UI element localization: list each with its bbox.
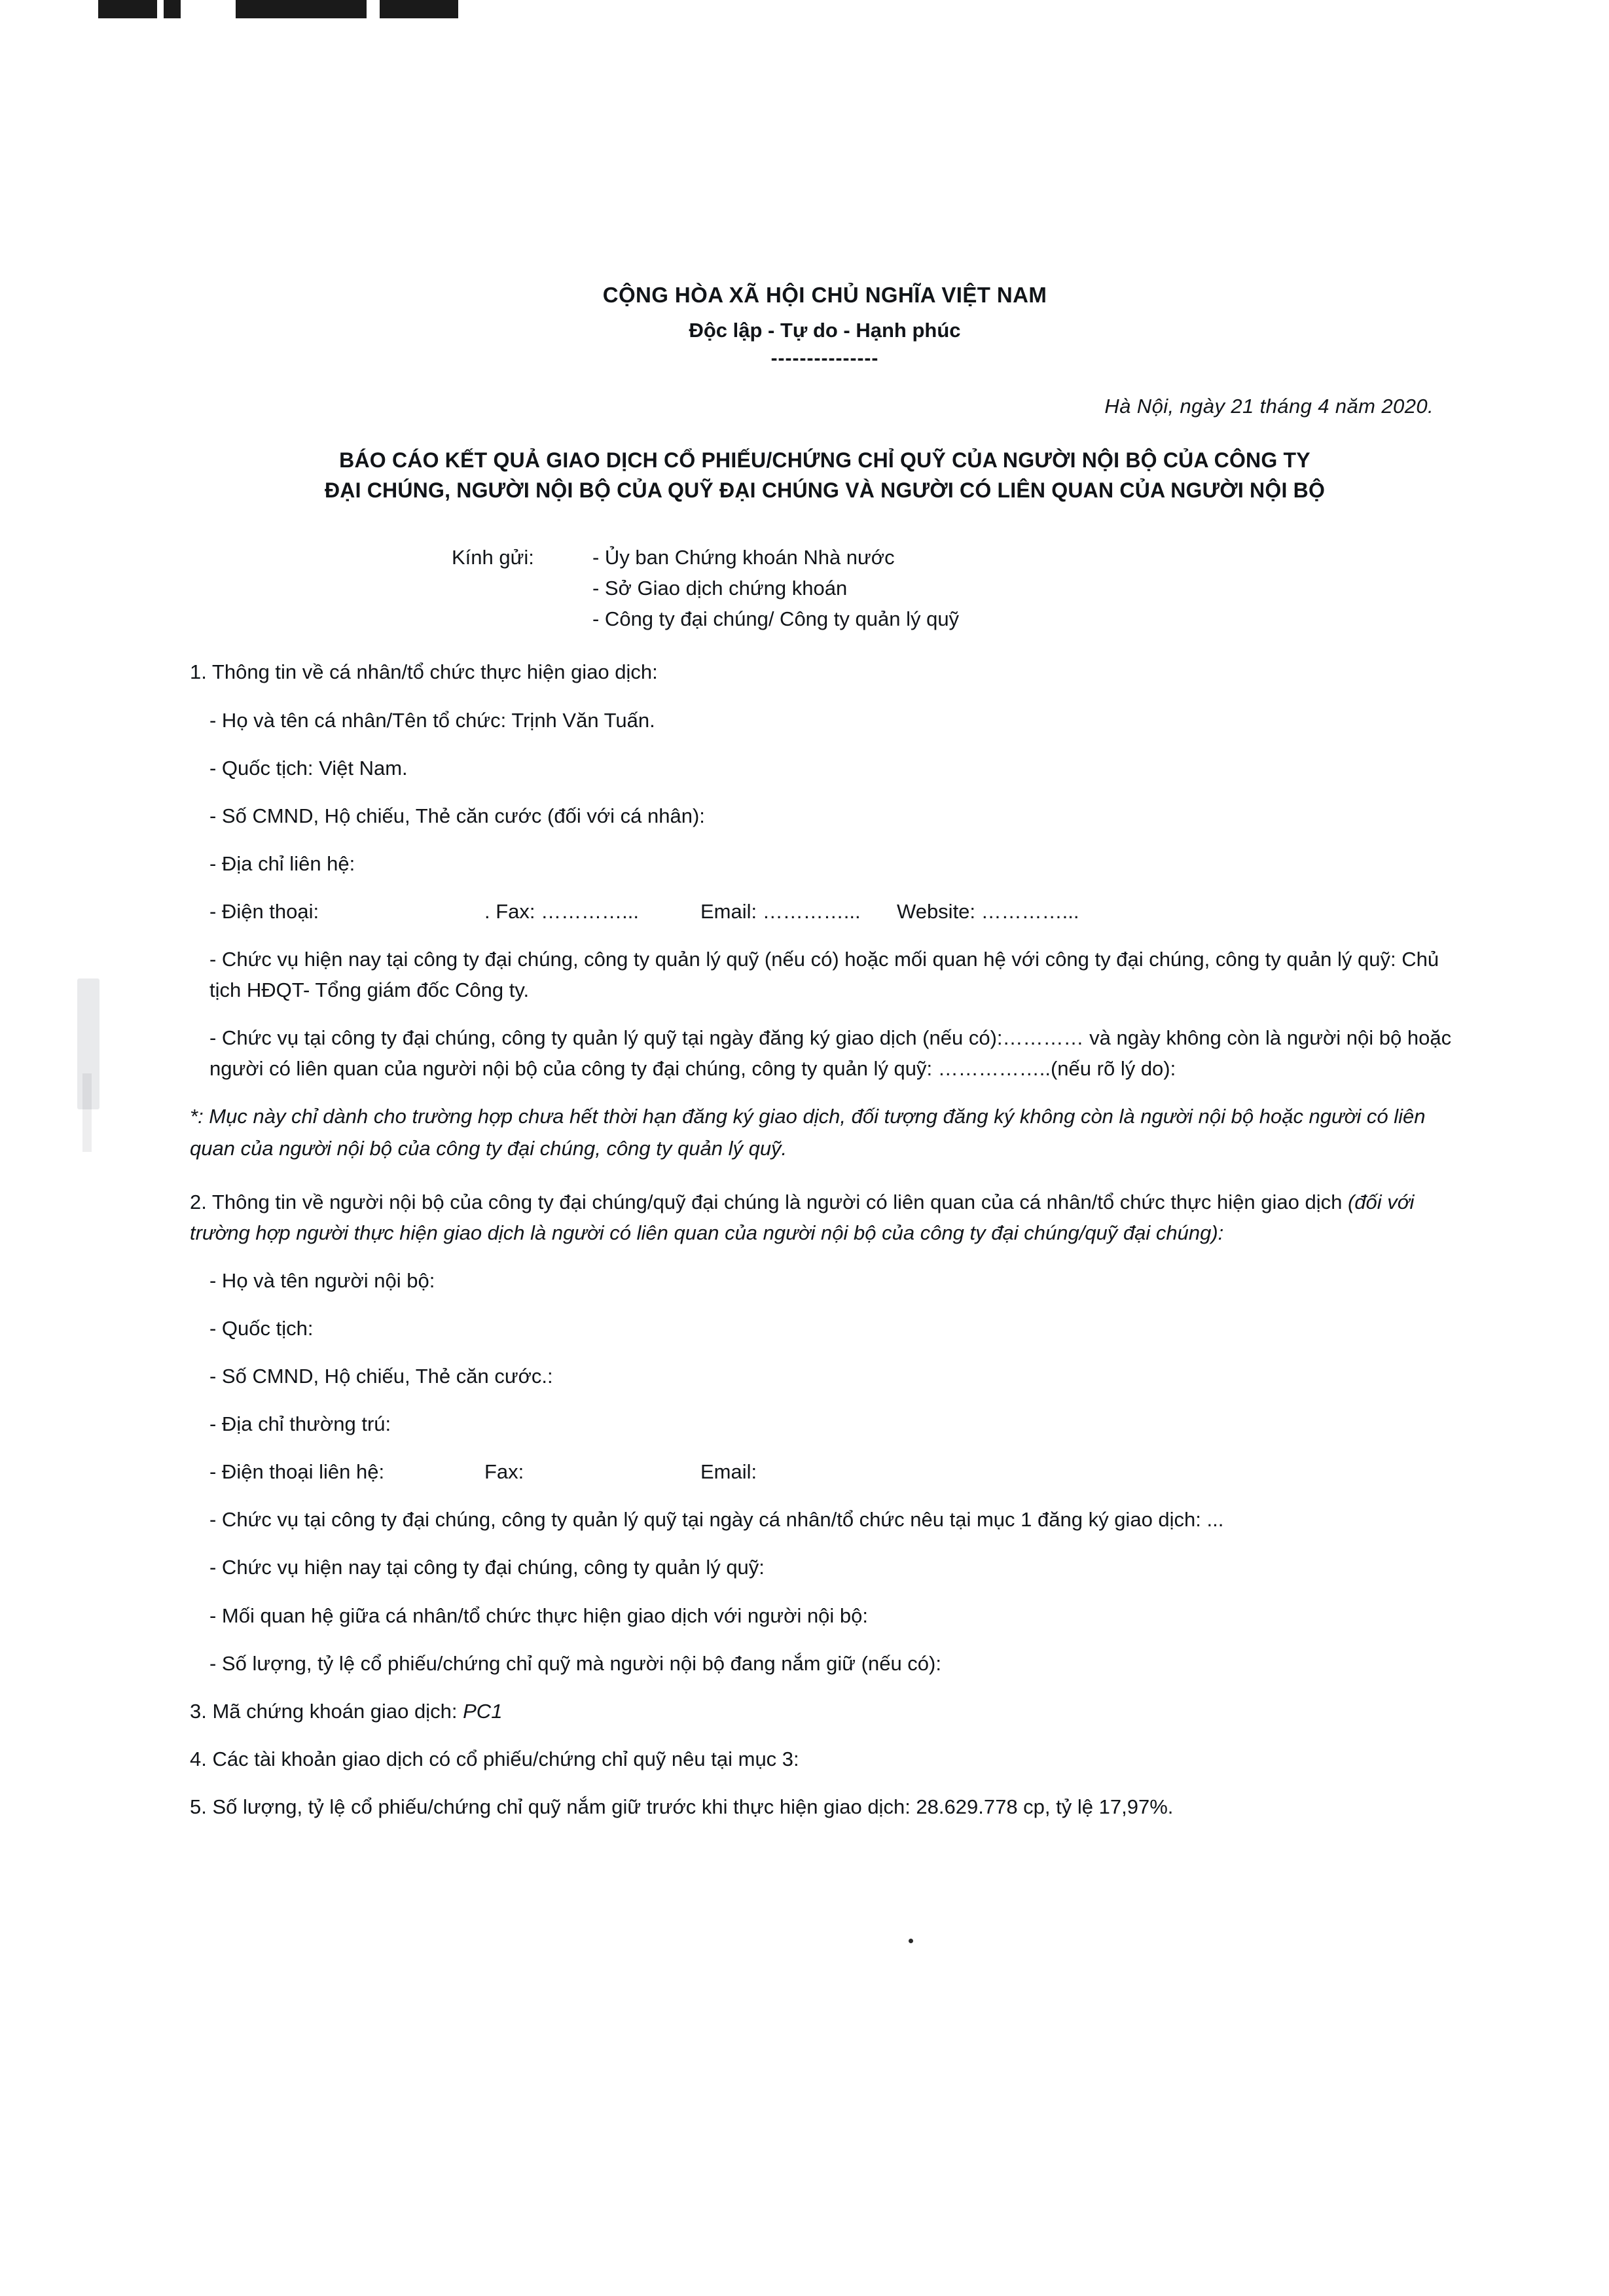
recipient-item: - Ủy ban Chứng khoán Nhà nước [592,546,895,569]
section-1-heading: 1. Thông tin về cá nhân/tổ chức thực hiện giao dịch: [190,660,658,684]
section-2-id-number: - Số CMND, Hộ chiếu, Thẻ căn cước.: [209,1365,553,1388]
section-3-heading [190,1696,1460,1727]
document-body [190,281,1460,1839]
divider-rule: --------------- [770,348,879,370]
recipients-block [190,542,1460,634]
section-2-nationality: - Quốc tịch: [209,1316,314,1340]
recipient-item: - Sở Giao dịch chứng khoán [592,577,848,600]
section-2-permanent-address: - Địa chỉ thường trú: [209,1412,391,1436]
section-2-email-label: Email: [700,1460,757,1484]
national-title: CỘNG HÒA XÃ HỘI CHỦ NGHĨA VIỆT NAM [602,283,1047,307]
section-1-fax-label: . Fax: …………... [484,899,639,923]
section-2-contact-row [190,1456,1460,1487]
ink-dot-artifact [909,1939,913,1943]
scan-smudge [82,1073,92,1152]
section-2-heading [190,1187,1460,1248]
section-1-email-label: Email: …………... [700,899,861,923]
section-2-fax-label: Fax: [484,1460,524,1484]
section-1-position-current: - Chức vụ hiện nay tại công ty đại chúng, công ty quản lý quỹ (nếu có) hoặc mối quan hệ với công ty đại chúng, công ty quản lý quỹ: Chủ tịch HĐQT- Tổng giám đốc Công ty. [209,948,1439,1002]
recipient-item: - Công ty đại chúng/ Công ty quản lý quỹ [592,607,960,631]
section-1-address: - Địa chỉ liên hệ: [209,852,355,875]
section-1-nationality: - Quốc tịch: Việt Nam. [209,756,408,780]
document-title-line-1: BÁO CÁO KẾT QUẢ GIAO DỊCH CỔ PHIẾU/CHỨNG CHỈ QUỸ CỦA NGƯỜI NỘI BỘ CỦA CÔNG TY [339,448,1311,473]
section-2-position-current: - Chức vụ hiện nay tại công ty đại chúng, công ty quản lý quỹ: [209,1556,765,1579]
section-2-heading-plain: 2. Thông tin về người nội bộ của công ty đại chúng/quỹ đại chúng là người có liên quan của cá nhân/tổ chức thực hiện giao dịch [190,1190,1348,1213]
section-2-position-at-date: - Chức vụ tại công ty đại chúng, công ty quản lý quỹ tại ngày cá nhân/tổ chức nêu tại mục 1 đăng ký giao dịch: ... [209,1508,1224,1532]
recipients-label: Kính gửi: [452,546,534,569]
document-title [190,446,1460,505]
section-1-name: - Họ và tên cá nhân/Tên tổ chức: Trịnh Văn Tuấn. [209,708,655,732]
section-5-heading: 5. Số lượng, tỷ lệ cổ phiếu/chứng chỉ quỹ nắm giữ trước khi thực hiện giao dịch: 28.629.778 cp, tỷ lệ 17,97%. [190,1795,1174,1818]
section-1-footnote: *: Mục này chỉ dành cho trường hợp chưa hết thời hạn đăng ký giao dịch, đối tượng đăng ký không còn là người nội bộ hoặc người có liên quan của người nội bộ của công ty đại chúng, công ty quản lý quỹ. [190,1105,1426,1160]
national-motto: Độc lập - Tự do - Hạnh phúc [689,318,961,342]
dateline: Hà Nội, ngày 21 tháng 4 năm 2020. [1104,395,1434,418]
section-2-heading-italic: (đối với trường hợp người thực hiện giao dịch là người có liên quan của người nội bộ của công ty đại chúng/quỹ đại chúng): [190,1190,1415,1244]
section-3-value: PC1 [463,1699,503,1723]
section-2-relationship: - Mối quan hệ giữa cá nhân/tổ chức thực hiện giao dịch với người nội bộ: [209,1604,869,1627]
recipients-list [592,542,1460,634]
section-1-position-at-registration: - Chức vụ tại công ty đại chúng, công ty quản lý quỹ tại ngày đăng ký giao dịch (nếu có):………… và ngày không còn là người nội bộ hoặc người có liên quan của người nội bộ của công ty đại chúng, công ty quản lý quỹ: ……………..(nếu rõ lý do): [209,1026,1452,1081]
section-3-label: 3. Mã chứng khoán giao dịch: [190,1699,463,1723]
section-1-website-label: Website: …………... [897,899,1079,923]
section-2-holdings: - Số lượng, tỷ lệ cổ phiếu/chứng chỉ quỹ mà người nội bộ đang nắm giữ (nếu có): [209,1651,941,1675]
section-1-phone-label: - Điện thoại: [209,899,319,923]
section-1-id-number: - Số CMND, Hộ chiếu, Thẻ căn cước (đối với cá nhân): [209,804,705,827]
section-1-contact-row [190,896,1460,927]
document-title-line-2: ĐẠI CHÚNG, NGƯỜI NỘI BỘ CỦA QUỸ ĐẠI CHÚNG VÀ NGƯỜI CÓ LIÊN QUAN CỦA NGƯỜI NỘI BỘ [324,478,1326,502]
section-2-insider-name: - Họ và tên người nội bộ: [209,1268,435,1292]
section-4-heading: 4. Các tài khoản giao dịch có cổ phiếu/chứng chỉ quỹ nêu tại mục 3: [190,1747,799,1770]
section-2-phone-label: - Điện thoại liên hệ: [209,1460,385,1484]
